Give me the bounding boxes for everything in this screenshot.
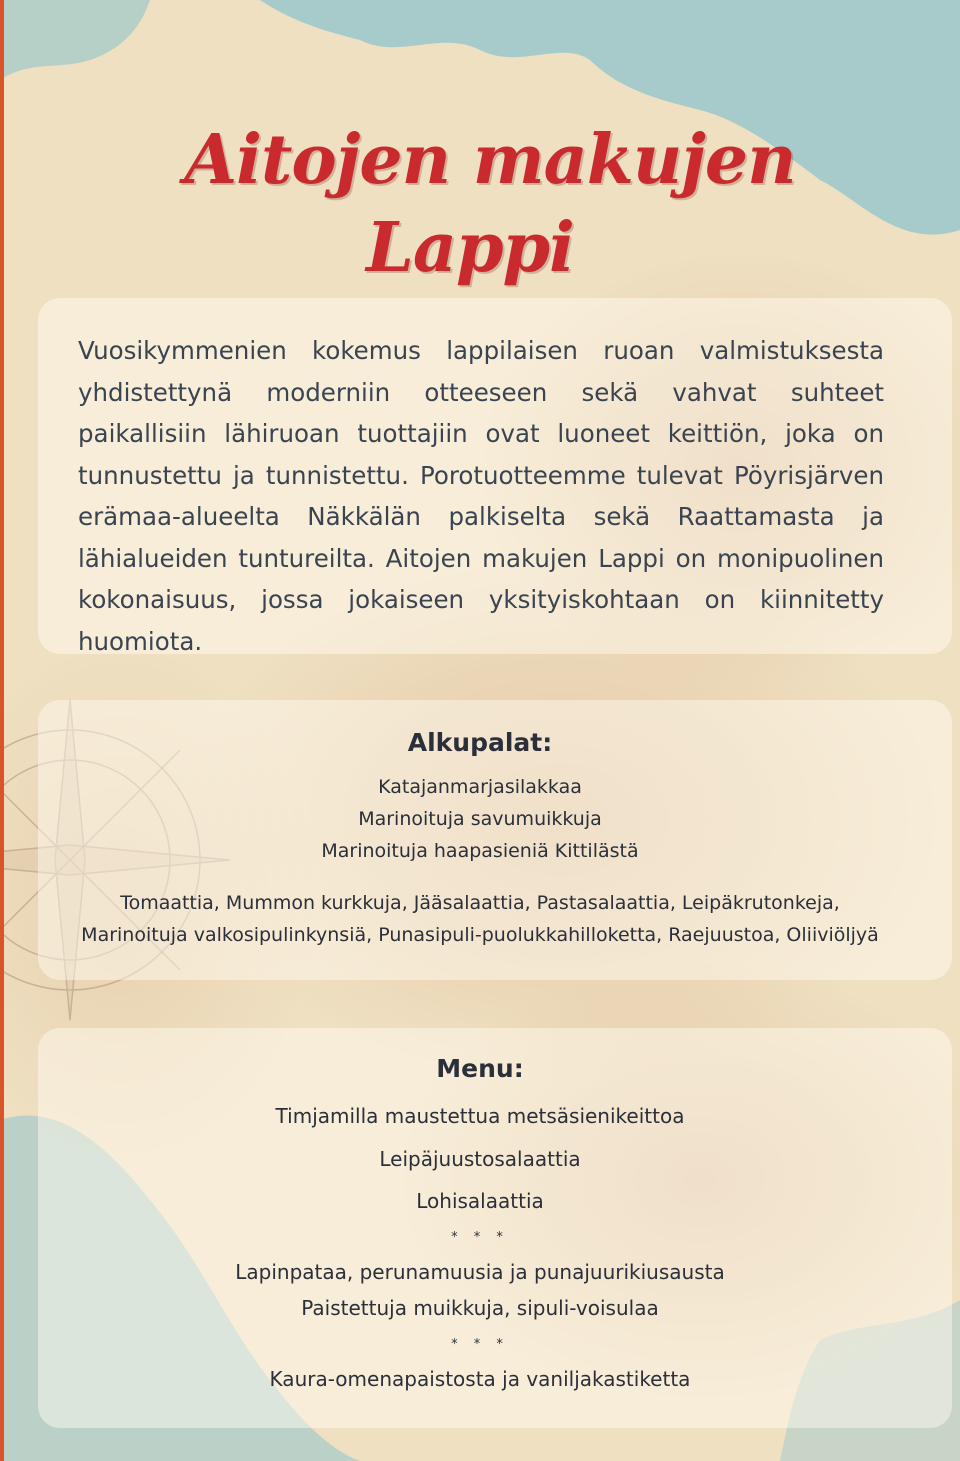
starter-extras-line: Marinoituja valkosipulinkynsiä, Punasipuli-puolukkahilloketta, Raejuustoa, Oliiviöljyä [81,924,879,946]
page-title [0,116,960,292]
title-line-1: Aitojen makujen [184,119,796,200]
menu-salad: Leipäjuustosalaattia [379,1147,581,1171]
menu-main-course: Paistettuja muikkuja, sipuli-voisulaa [301,1296,659,1320]
starter-item: Marinoituja haapasieniä Kittilästä [321,840,639,862]
menu-heading: Menu: [436,1054,524,1083]
title-line-2: Lappi [366,207,574,288]
menu-separator: * * * [451,1230,509,1245]
starter-item: Katajanmarjasilakkaa [378,776,582,798]
intro-paragraph: Vuosikymmenien kokemus lappilaisen ruoan valmistuksesta yhdistettynä moderniin otteeseen sekä vahvat suhteet paikallisiin lähiruoan tuottajiin ovat luoneet keittiön, joka on tunnustettu ja tunnistettu. Porotuotteemme tulevat Pöyrisjärven erämaa-alueelta Näkkälän palkiselta sekä Raattamasta ja lähialueiden tuntureilta. Aitojen makujen Lappi on monipuolinen kokonaisuus, jossa jokaiseen yksityiskohtaan on kiinnitetty huomiota. [78,336,884,656]
menu-dessert: Kaura-omenapaistosta ja vaniljakastiketta [269,1367,691,1391]
starters-heading: Alkupalat: [407,728,553,757]
menu-salad: Lohisalaattia [416,1189,544,1213]
starter-extras-line: Tomaattia, Mummon kurkkuja, Jääsalaattia, Pastasalaattia, Leipäkrutonkeja, [120,892,840,914]
menu-soup: Timjamilla maustettua metsäsienikeittoa [275,1104,685,1128]
menu-separator: * * * [451,1337,509,1352]
starter-item: Marinoituja savumuikkuja [358,808,602,830]
menu-main-course: Lapinpataa, perunamuusia ja punajuurikiusausta [235,1260,725,1284]
